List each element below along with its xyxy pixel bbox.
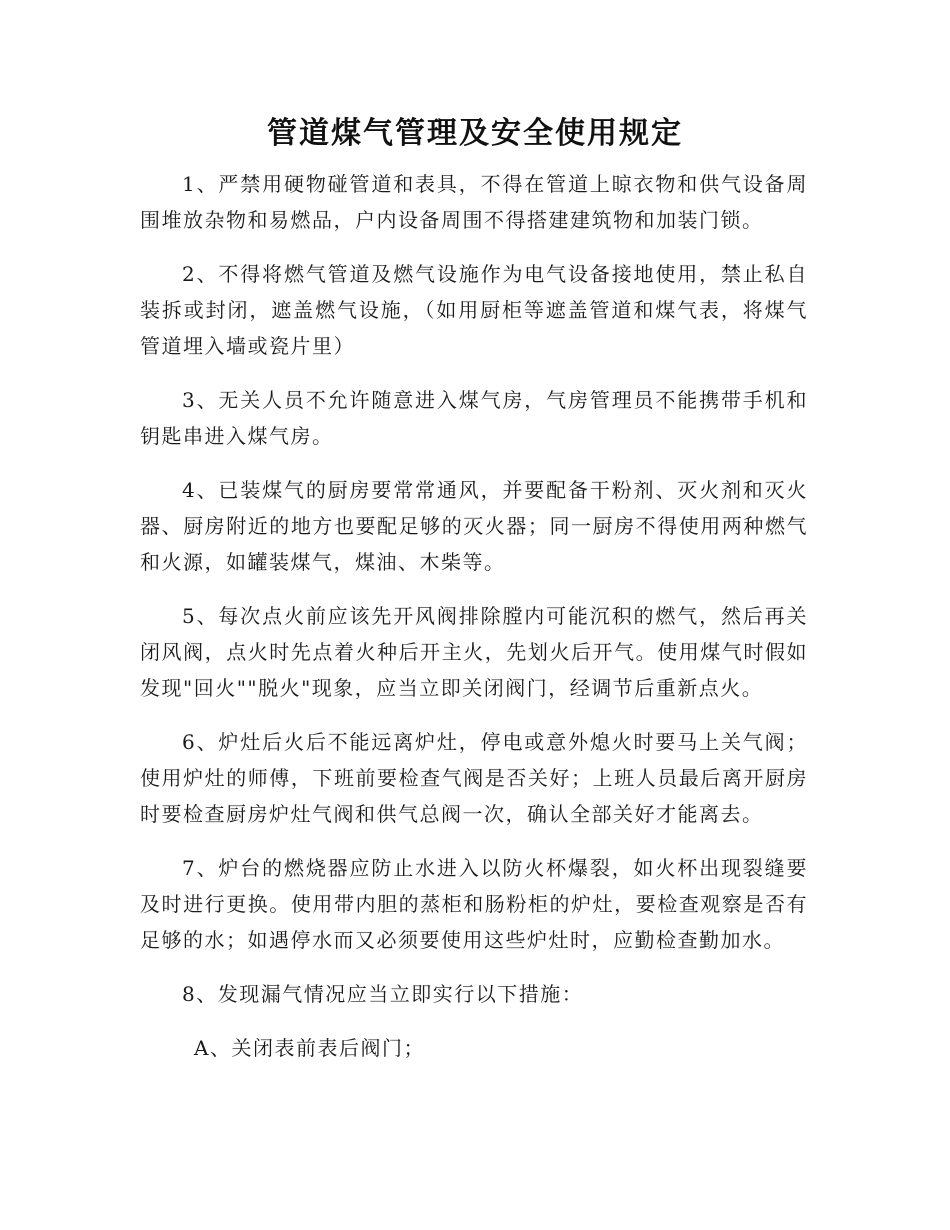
rule-paragraph-5: 5、每次点火前应该先开风阀排除膛内可能沉积的燃气，然后再关闭风阀，点火时先点着火种后开主火，先划火后开气。使用煤气时假如发现"回火""脱火"现象，应当立即关闭阀门，经调节后重新点火。 bbox=[140, 604, 808, 700]
rule-paragraph-2: 2、不得将燃气管道及燃气设施作为电气设备接地使用，禁止私自装拆或封闭，遮盖燃气设施，（如用厨柜等遮盖管道和煤气表，将煤气管道埋入墙或瓷片里） bbox=[140, 262, 808, 358]
rule-paragraph-6: 6、炉灶后火后不能远离炉灶，停电或意外熄火时要马上关气阀；使用炉灶的师傅，下班前要检查气阀是否关好；上班人员最后离开厨房时要检查厨房炉灶气阀和供气总阀一次，确认全部关好才能离去。 bbox=[140, 730, 808, 826]
rule-paragraph-3: 3、无关人员不允许随意进入煤气房，气房管理员不能携带手机和钥匙串进入煤气房。 bbox=[140, 388, 808, 448]
rule-paragraph-1: 1、严禁用硬物碰管道和表具，不得在管道上晾衣物和供气设备周围堆放杂物和易燃品，户内设备周围不得搭建建筑物和加装门锁。 bbox=[140, 172, 808, 232]
document-body bbox=[140, 166, 808, 1066]
rule-paragraph-8: 8、发现漏气情况应当立即实行以下措施： bbox=[182, 982, 584, 1006]
document-title: 管道煤气管理及安全使用规定 bbox=[267, 116, 683, 151]
sub-item-a: A、关闭表前表后阀门； bbox=[194, 1036, 425, 1060]
rule-paragraph-4: 4、已装煤气的厨房要常常通风，并要配备干粉剂、灭火剂和灭火器、厨房附近的地方也要配足够的灭火器；同一厨房不得使用两种燃气和火源，如罐装煤气，煤油、木柴等。 bbox=[140, 478, 808, 574]
rule-paragraph-7: 7、炉台的燃烧器应防止水进入以防火杯爆裂，如火杯出现裂缝要及时进行更换。使用带内胆的蒸柜和肠粉柜的炉灶，要检查观察是否有足够的水；如遇停水而又必须要使用这些炉灶时，应勤检查勤加水。 bbox=[140, 856, 808, 952]
